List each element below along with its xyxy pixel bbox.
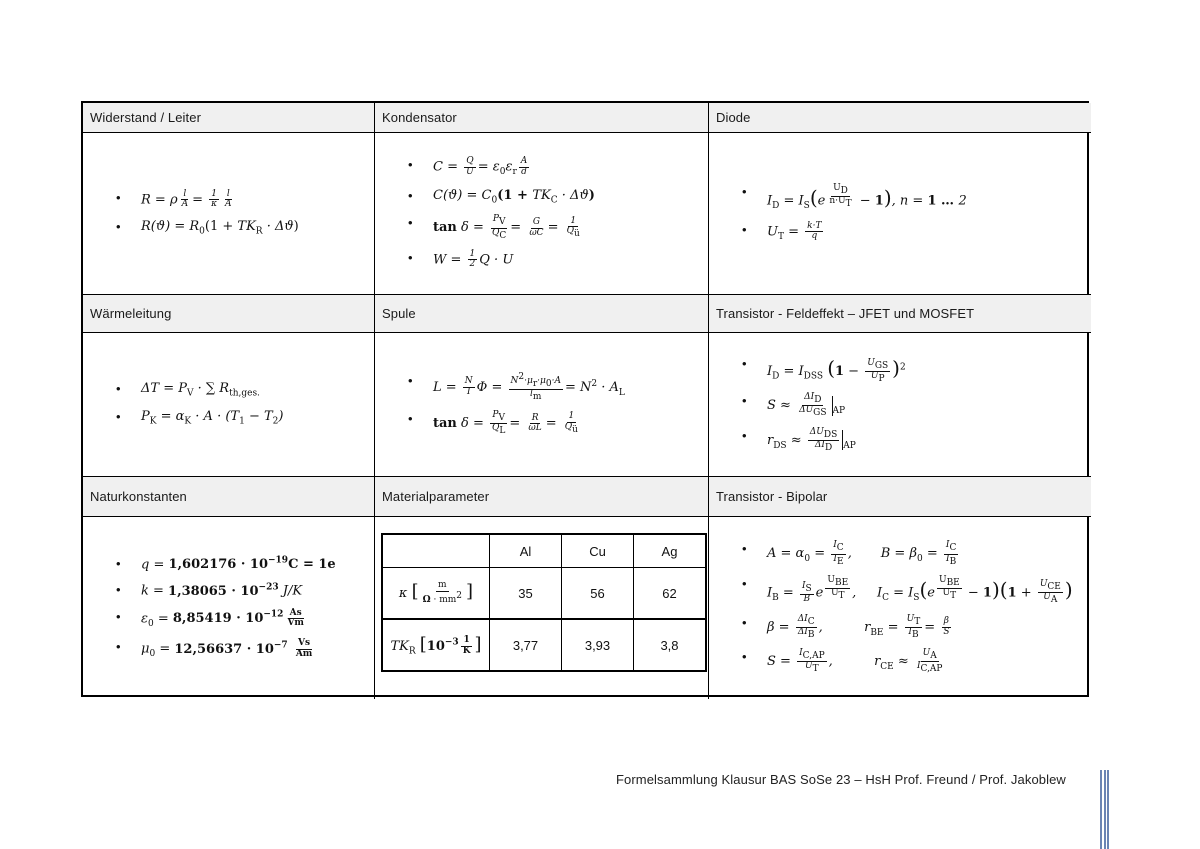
formula-diode-current: • $I_D = I_S(e$ $^{\frac{U_D}{n\cdot U_T}}$ − 1), n = 1 … 2: [767, 184, 1091, 212]
constant-mu0: • $\mu_0 = 12,56637 \cdot 10^{-7}$ $\frac{Vs}{Am}$: [141, 639, 374, 660]
header-naturkonstanten: Naturkonstanten: [83, 477, 375, 517]
header-bipolar: Transistor - Bipolar: [709, 477, 1091, 517]
formula-energy-c: • W = $\frac{1}{2}$ Q · U: [433, 250, 708, 270]
col-cu: Cu: [562, 534, 634, 568]
col-al: Al: [490, 534, 562, 568]
formula-capacitance-temp: • $C(ϑ) = C_0(1 + TK_C \cdot \Delta ϑ)$: [433, 188, 708, 207]
material-cell: [375, 517, 709, 699]
fet-formulas: [709, 333, 1091, 477]
widerstand-formulas: [83, 133, 375, 295]
material-table: [381, 533, 707, 672]
formula-resistance: • R = ρ $\frac{l}{A}$ = $\frac{1}{\kappa}$ $\frac{l}{A}$: [141, 190, 374, 210]
header-spule: Spule: [375, 295, 709, 333]
header-waermeleitung: Wärmeleitung: [83, 295, 375, 333]
page-footer: Formelsammlung Klausur BAS SoSe 23 – HsH Prof. Freund / Prof. Jakoblew: [616, 772, 1066, 787]
col-ag: Ag: [634, 534, 707, 568]
tkr-al: 3,77: [490, 619, 562, 671]
formula-resistance-temp: • $R(ϑ) = R_0(1 + TK_R \cdot \Delta ϑ)$: [141, 219, 374, 238]
bipolar-formulas: [709, 517, 1091, 699]
constant-q: • $q = 1,602176 \cdot 10^{-19}C = 1e$: [141, 556, 374, 574]
footer-decoration: [1100, 770, 1109, 849]
formula-fet-current: • $I_D = I_{DSS}$ (1 − $\frac{U_{GS}}{U_P}$ )$^2$: [767, 356, 1091, 384]
header-diode: Diode: [709, 103, 1091, 133]
formula-tan-delta-c: • tan δ = $\frac{P_V}{Q_C}$ = $\frac{G}{\omega C}$ = $\frac{1}{Q_ü}$: [433, 215, 708, 240]
formula-fet-slope: • S ≈ $\frac{\Delta I_D}{\Delta U_{GS}}$ $_{AP}$: [767, 393, 1091, 418]
formula-thermal-voltage: • $U_T$ = $\frac{k\cdot T}{q}$: [767, 222, 1091, 243]
formula-alpha-beta: • $A = \alpha_0$ = $\frac{I_C}{I_E}$ , $B = \beta_0$ = $\frac{I_C}{I_B}$: [767, 541, 1091, 566]
formula-table: [81, 101, 1089, 697]
tkr-ag: 3,8: [634, 619, 707, 671]
formula-delta-t: • $\Delta T = P_V$ · ∑ $R_{th,ges.}$: [141, 381, 374, 400]
naturkonstanten-formulas: [83, 517, 375, 699]
kappa-cu: 56: [562, 568, 634, 620]
formula-inductance: • L = $\frac{N}{I}$ Φ = $\frac{N^2\cdot\mu_r\cdot\mu_0\cdot A}{l_m}$ = $N^2 \cdot A_L$: [433, 373, 708, 402]
formula-beta-rbe: • β = $\frac{\Delta I_C}{\Delta I_B}$ , $r_{BE}$ = $\frac{U_T}{I_B}$ = $\frac{\beta}{S}$: [767, 615, 1091, 640]
corner-cell: [382, 534, 490, 568]
formula-fet-rds: • $r_{DS}$ ≈ $\frac{\Delta U_{DS}}{\Delta I_D}$ $_{AP}$: [767, 428, 1091, 453]
row-kappa-label: κ [ $\frac{m}{\Omega \cdot mm^2}$ ]: [382, 568, 490, 620]
diode-formulas: [709, 133, 1091, 295]
header-widerstand: Widerstand / Leiter: [83, 103, 375, 133]
header-kondensator: Kondensator: [375, 103, 709, 133]
constant-k: • $k = 1,38065 \cdot 10^{-23}$ J/K: [141, 582, 374, 600]
kappa-ag: 62: [634, 568, 707, 620]
row-tkr-label: $TK_R$ [$10^{-3}$ $\frac{1}{K}$ ]: [382, 619, 490, 671]
formula-capacitance: • C = $\frac{Q}{U}$ = $\varepsilon_0\varepsilon_r$ $\frac{A}{d}$: [433, 157, 708, 178]
waerme-formulas: [83, 333, 375, 477]
kappa-al: 35: [490, 568, 562, 620]
header-materialparameter: Materialparameter: [375, 477, 709, 517]
formula-ib-ic: • $I_B$ = $\frac{I_S}{B}$ e $^{\frac{U_{BE}}{U_T}}$ , $I_C = I_S(e$ $^{\frac{U_{BE}}{U_T}}$ − 1)(1 + $\frac{U_{CE}}{U_A}$ ): [767, 576, 1091, 606]
constant-eps0: • $\varepsilon_0 = 8,85419 \cdot 10^{-12}$ $\frac{As}{Vm}$: [141, 609, 374, 630]
tkr-cu: 3,93: [562, 619, 634, 671]
formula-tan-delta-l: • tan δ = $\frac{P_V}{Q_L}$ = $\frac{R}{\omega L}$ = $\frac{1}{Q_ü}$: [433, 411, 708, 436]
formula-pk: • $P_K = \alpha_K \cdot A \cdot (T_1 - T_2)$: [141, 409, 374, 428]
header-feldeffekt: Transistor - Feldeffekt – JFET und MOSFET: [709, 295, 1091, 333]
formula-s-rce: • S = $\frac{I_{C,AP}}{U_T}$ , $r_{CE}$ ≈ $\frac{U_A}{I_{C,AP}}$: [767, 649, 1091, 674]
spule-formulas: [375, 333, 709, 477]
kondensator-formulas: [375, 133, 709, 295]
